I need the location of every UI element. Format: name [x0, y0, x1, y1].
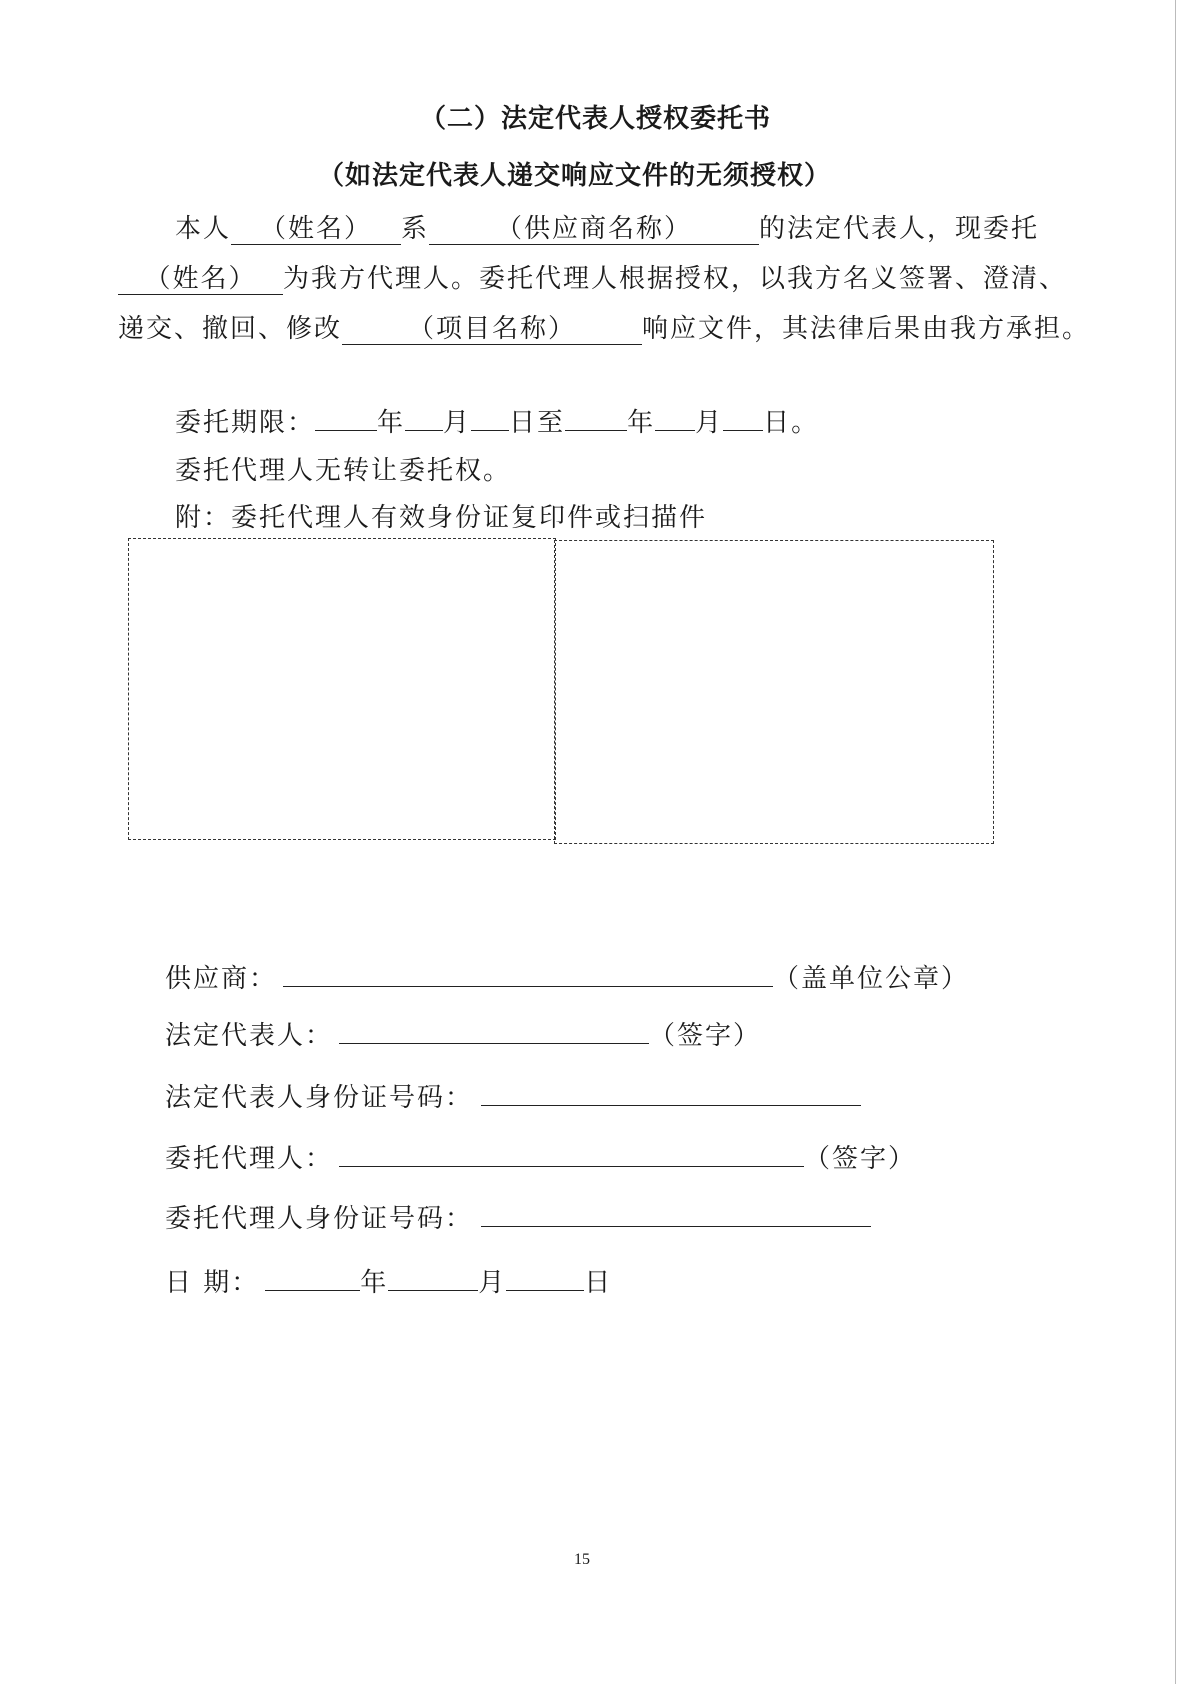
date-line — [165, 1262, 612, 1299]
id-front-box — [128, 538, 556, 840]
date-year: 年 — [360, 1268, 389, 1298]
legal-rep-label: 法定代表人： — [165, 1021, 334, 1051]
date-label: 日 期： — [165, 1268, 260, 1298]
legal-rep-field[interactable] — [339, 1021, 649, 1044]
legal-rep-sign-note: （签字） — [649, 1021, 762, 1051]
project-name-field[interactable]: （项目名称） — [342, 315, 642, 345]
paragraph-line-1 — [175, 208, 1039, 245]
supplier-line — [165, 958, 969, 995]
term-year1: 年 — [377, 408, 406, 438]
legal-rep-id-field[interactable] — [481, 1083, 861, 1106]
term-start-year-field[interactable] — [315, 408, 377, 431]
text-consequence: 响应文件，其法律后果由我方承担。 — [642, 314, 1091, 344]
term-end-year-field[interactable] — [565, 408, 627, 431]
agent-line — [165, 1138, 916, 1175]
text-benren: 本人 — [175, 214, 232, 244]
scan-edge-line — [1175, 0, 1176, 1684]
paragraph-line-2 — [118, 258, 1067, 295]
agent-id-line — [165, 1198, 871, 1235]
agent-sign-note: （签字） — [804, 1144, 917, 1174]
legal-rep-line — [165, 1015, 761, 1052]
term-end-day-field[interactable] — [723, 408, 763, 431]
document-title: （二）法定代表人授权委托书 — [420, 104, 772, 134]
page-number: 15 — [574, 1551, 590, 1568]
name-field[interactable]: （姓名） — [231, 215, 401, 245]
legal-rep-id-label: 法定代表人身份证号码： — [165, 1083, 474, 1113]
agent-field[interactable] — [339, 1144, 804, 1167]
legal-rep-id-line — [165, 1077, 861, 1114]
date-year-field[interactable] — [265, 1268, 360, 1291]
term-start-month-field[interactable] — [405, 408, 443, 431]
text-legal-rep: 的法定代表人，现委托 — [759, 214, 1040, 244]
supplier-seal-note: （盖单位公章） — [773, 964, 970, 994]
term-month2: 月 — [695, 408, 724, 438]
document-subtitle: （如法定代表人递交响应文件的无须授权） — [318, 161, 832, 191]
no-transfer-text: 委托代理人无转让委托权。 — [175, 456, 512, 486]
term-end-month-field[interactable] — [655, 408, 695, 431]
agent-name-field[interactable]: （姓名） — [118, 265, 283, 295]
attachment-text: 附：委托代理人有效身份证复印件或扫描件 — [175, 503, 708, 533]
term-line — [175, 402, 819, 439]
text-submit-actions: 递交、撤回、修改 — [118, 314, 343, 344]
date-month: 月 — [478, 1268, 507, 1298]
term-label: 委托期限： — [175, 408, 316, 438]
term-year2: 年 — [627, 408, 656, 438]
text-agent-authority: 为我方代理人。委托代理人根据授权，以我方名义签署、澄清、 — [283, 264, 1068, 294]
term-month1: 月 — [443, 408, 472, 438]
paragraph-line-3 — [118, 308, 1090, 345]
date-month-field[interactable] — [388, 1268, 478, 1291]
agent-id-field[interactable] — [481, 1204, 871, 1227]
agent-id-label: 委托代理人身份证号码： — [165, 1204, 474, 1234]
supplier-label: 供应商： — [165, 964, 278, 994]
text-xi: 系 — [401, 214, 430, 244]
date-day: 日 — [584, 1268, 613, 1298]
term-day2: 日。 — [763, 408, 820, 438]
id-back-box — [554, 540, 994, 844]
supplier-name-field[interactable]: （供应商名称） — [429, 215, 759, 245]
date-day-field[interactable] — [506, 1268, 584, 1291]
agent-label: 委托代理人： — [165, 1144, 334, 1174]
term-day-to: 日至 — [509, 408, 566, 438]
supplier-field[interactable] — [283, 964, 773, 987]
term-start-day-field[interactable] — [471, 408, 509, 431]
